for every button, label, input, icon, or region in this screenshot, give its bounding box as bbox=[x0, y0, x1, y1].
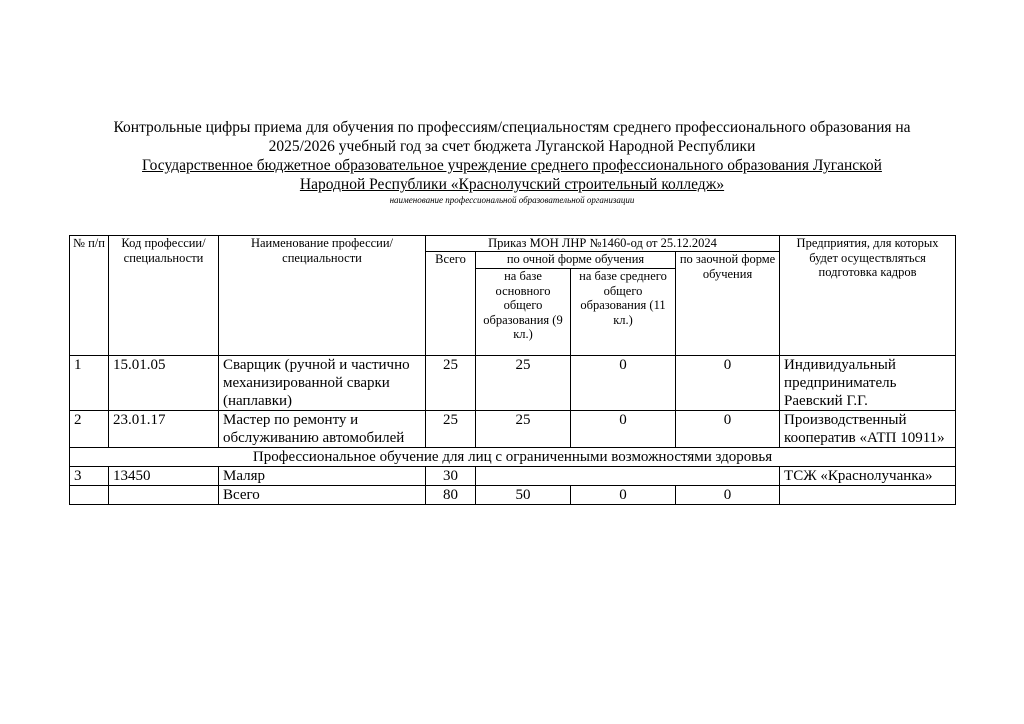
cell-name: Мастер по ремонту и обслуживанию автомобилей bbox=[219, 411, 426, 448]
table-body bbox=[70, 356, 956, 505]
section-row bbox=[70, 448, 956, 467]
cell-num: 1 bbox=[70, 356, 109, 411]
heading-line-2: 2025/2026 учебный год за счет бюджета Луганской Народной Республики bbox=[268, 138, 756, 155]
cell-code: 15.01.05 bbox=[109, 356, 219, 411]
header-code: Код профессии/ специальности bbox=[109, 236, 219, 356]
totals-base9: 50 bbox=[476, 486, 571, 505]
header-enterprises: Предприятия, для которых будет осуществляться подготовка кадров bbox=[780, 236, 956, 356]
admission-table bbox=[69, 235, 956, 505]
header-order: Приказ МОН ЛНР №1460-од от 25.12.2024 bbox=[426, 236, 780, 252]
cell-code: 23.01.17 bbox=[109, 411, 219, 448]
cell-base9: 25 bbox=[476, 356, 571, 411]
cell-parttime: 0 bbox=[676, 411, 780, 448]
cell-empty bbox=[780, 486, 956, 505]
cell-empty-merged bbox=[476, 467, 780, 486]
header-base11: на базе среднего общего образования (11 кл.) bbox=[571, 269, 676, 356]
cell-name: Сварщик (ручной и частично механизированной сварки (наплавки) bbox=[219, 356, 426, 411]
table-row bbox=[70, 356, 956, 411]
table-row bbox=[70, 411, 956, 448]
cell-name: Маляр bbox=[219, 467, 426, 486]
header-fulltime: по очной форме обучения bbox=[476, 252, 676, 269]
table-header bbox=[70, 236, 956, 356]
organization-name-line-2: Народной Республики «Краснолучский строительный колледж» bbox=[299, 176, 725, 193]
cell-code: 13450 bbox=[109, 467, 219, 486]
organization-name-line-1: Государственное бюджетное образовательное учреждение среднего профессионального образования Луганской bbox=[142, 157, 882, 174]
table-row bbox=[70, 467, 956, 486]
cell-parttime: 0 bbox=[676, 356, 780, 411]
cell-enterprise: ТСЖ «Краснолучанка» bbox=[780, 467, 956, 486]
cell-empty bbox=[70, 486, 109, 505]
cell-base11: 0 bbox=[571, 356, 676, 411]
section-title: Профессиональное обучение для лиц с ограниченными возможностями здоровья bbox=[70, 448, 956, 467]
cell-base9: 25 bbox=[476, 411, 571, 448]
organization-caption: наименование профессиональной образовательной организации bbox=[389, 195, 635, 205]
header-total: Всего bbox=[426, 252, 476, 356]
cell-total: 25 bbox=[426, 356, 476, 411]
totals-base11: 0 bbox=[571, 486, 676, 505]
cell-base11: 0 bbox=[571, 411, 676, 448]
cell-total: 25 bbox=[426, 411, 476, 448]
totals-row bbox=[70, 486, 956, 505]
header-base9: на базе основного общего образования (9 кл.) bbox=[476, 269, 571, 356]
document-heading bbox=[60, 118, 964, 206]
cell-enterprise: Индивидуальный предприниматель Раевский Г.Г. bbox=[780, 356, 956, 411]
totals-total: 80 bbox=[426, 486, 476, 505]
totals-label: Всего bbox=[219, 486, 426, 505]
cell-num: 3 bbox=[70, 467, 109, 486]
cell-enterprise: Производственный кооператив «АТП 10911» bbox=[780, 411, 956, 448]
header-name: Наименование профессии/ специальности bbox=[219, 236, 426, 356]
totals-parttime: 0 bbox=[676, 486, 780, 505]
heading-line-1: Контрольные цифры приема для обучения по профессиям/специальностям среднего профессионального образования на bbox=[113, 119, 911, 136]
cell-empty bbox=[109, 486, 219, 505]
cell-num: 2 bbox=[70, 411, 109, 448]
header-num: № п/п bbox=[70, 236, 109, 356]
header-parttime: по заочной форме обучения bbox=[676, 252, 780, 356]
cell-total: 30 bbox=[426, 467, 476, 486]
